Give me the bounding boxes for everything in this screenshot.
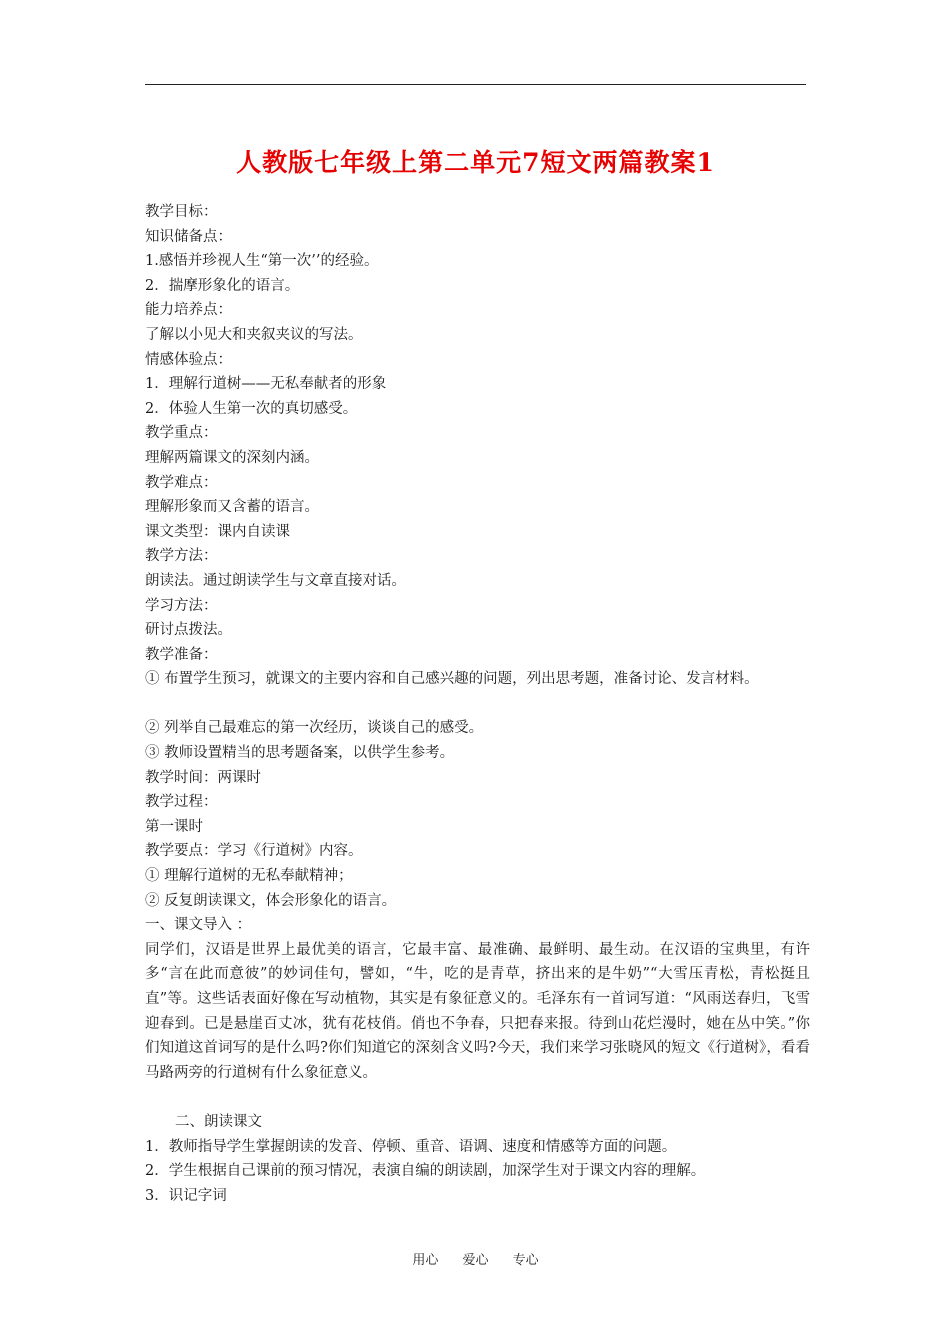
body-line: 教学难点： (145, 474, 218, 491)
body-line: 2．揣摩形象化的语言。 (145, 277, 300, 294)
body-line: ② 列举自己最难忘的第一次经历，谈谈自己的感受。 (145, 720, 484, 737)
body-line: 课文类型：课内自读课 (145, 523, 290, 540)
header-rule (145, 84, 806, 85)
document-title: 人教版七年级上第二单元7短文两篇教案1 (236, 148, 715, 177)
blank-line (145, 692, 810, 717)
body-line: ① 布置学生预习，就课文的主要内容和自己感兴趣的问题，列出思考题，准备讨论、发言材料。 (145, 671, 759, 688)
body-line: 朗读法。通过朗读学生与文章直接对话。 (145, 572, 406, 589)
footer-word: 专心 (512, 1253, 539, 1268)
body-line: ① 理解行道树的无私奉献精神； (145, 868, 353, 885)
body-line: 理解形象而又含蓄的语言。 (145, 499, 319, 516)
body-line: 教学过程： (145, 794, 218, 811)
intro-paragraph: 同学们，汉语是世界上最优美的语言，它最丰富、最准确、最鲜明、最生动。在汉语的宝典里，有许多“言在此而意彼”的妙词佳句，譬如，“牛，吃的是青草，挤出来的是牛奶”“大雪压青松，青松挺且直”等。这些话表面好像在写动植物，其实是有象征意义的。毛泽东有一首词写道：“风雨送春归，飞雪迎春到。已是悬崖百丈冰，犹有花枝俏。俏也不争春，只把春来报。待到山花烂漫时，她在丛中笑。”你们知道这首词写的是什么吗?你们知道它的深刻含义吗?今天，我们来学习张晓风的短文《行道树》，看看马路两旁的行道树有什么象征意义。 (145, 941, 810, 1081)
body-line: 知识储备点： (145, 228, 232, 245)
body-line: 情感体验点： (145, 351, 232, 368)
blank-line (145, 1085, 810, 1110)
body-line: 2．体验人生第一次的真切感受。 (145, 400, 358, 417)
body-line: 教学方法： (145, 548, 218, 565)
body-line: 教学时间：两课时 (145, 769, 261, 786)
body-line: 能力培养点： (145, 302, 232, 319)
body-line: 教学目标： (145, 204, 218, 220)
document-body (145, 200, 810, 1208)
body-line: 一、课文导入 ： (145, 917, 252, 934)
body-line: 了解以小见大和夹叙夹议的写法。 (145, 326, 363, 343)
body-line: 第一课时 (145, 818, 203, 835)
section-heading: 二、朗读课文 (175, 1113, 262, 1130)
body-line: 教学重点： (145, 425, 218, 442)
body-line: 学习方法： (145, 597, 218, 614)
list-item: 2．学生根据自己课前的预习情况，表演自编的朗读剧，加深学生对于课文内容的理解。 (145, 1163, 706, 1180)
body-line: 教学要点：学习《行道树》内容。 (145, 843, 363, 860)
list-item: 3．识记字词 (145, 1187, 227, 1204)
body-line: 1．理解行道树——无私奉献者的形象 (145, 376, 387, 393)
body-line: 教学准备： (145, 646, 218, 663)
footer-word: 用心 (412, 1253, 439, 1268)
body-line: 理解两篇课文的深刻内涵。 (145, 449, 319, 466)
body-line: ② 反复朗读课文，体会形象化的语言。 (145, 892, 397, 909)
body-line: 1.感悟并珍视人生“第一次’’的经验。 (145, 253, 379, 270)
footer-word: 爱心 (462, 1253, 489, 1268)
body-line: 研讨点拨法。 (145, 622, 232, 639)
list-item: 1．教师指导学生掌握朗读的发音、停顿、重音、语调、速度和情感等方面的问题。 (145, 1138, 677, 1155)
page-footer (145, 1249, 806, 1268)
body-line: ③ 教师设置精当的思考题备案，以供学生参考。 (145, 745, 455, 762)
